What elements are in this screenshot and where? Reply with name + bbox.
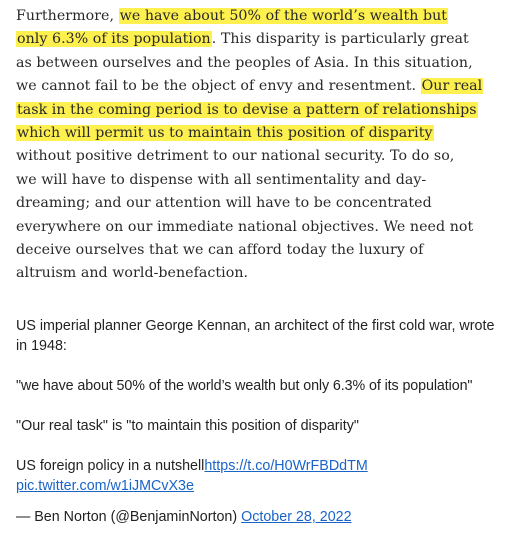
- tweet-nutshell: [16, 456, 508, 496]
- tweet-attribution: [16, 507, 508, 527]
- tweet-intro: US imperial planner George Kennan, an architect of the first cold war, wrote in 1948:: [16, 318, 495, 354]
- quote-line: we cannot fail to be the object of envy and resentment. Our real: [16, 78, 483, 95]
- embedded-tweet: [16, 316, 508, 527]
- highlighted-text: task in the coming period is to devise a pattern of relationships: [17, 101, 477, 118]
- tweet-quote-task: "Our real task" is "to maintain this position of disparity": [16, 418, 359, 434]
- quote-line: without positive detriment to our national security. To do so,: [16, 148, 455, 165]
- quote-line: [16, 122, 506, 145]
- quote-line: [16, 99, 506, 122]
- highlighted-text: we have about 50% of the world’s wealth but: [119, 8, 448, 24]
- quote-line: only 6.3% of its population. This disparity is particularly great: [17, 31, 469, 48]
- author-name: — Ben Norton (@BenjaminNorton): [16, 509, 242, 525]
- quote-line: altruism and world-benefaction.: [16, 265, 249, 282]
- tweet-date-link[interactable]: October 28, 2022: [241, 509, 352, 525]
- quote-line: dreaming; and our attention will have to be concentrated: [16, 195, 432, 212]
- highlighted-text: Our real: [421, 78, 483, 95]
- highlighted-text: only 6.3% of its population: [17, 31, 211, 48]
- quote-line: everywhere on our immediate national objectives. We need not: [16, 218, 474, 235]
- quote-line: deceive ourselves that we can afford today the luxury of: [16, 242, 424, 259]
- highlighted-text: which will permit us to maintain this position of disparity: [17, 125, 433, 142]
- quote-line: as between ourselves and the peoples of Asia. In this situation,: [16, 54, 473, 71]
- pic-twitter-link[interactable]: pic.twitter.com/w1iJMCvX3e: [16, 478, 194, 494]
- quote-line: we will have to dispense with all sentimentality and day-: [16, 171, 427, 188]
- tweet-quote-wealth: "we have about 50% of the world’s wealth but only 6.3% of its population": [16, 378, 473, 394]
- kennan-quote-text: [16, 5, 506, 286]
- quote-line: Furthermore, we have about 50% of the world’s wealth but: [16, 8, 448, 24]
- tweet-nutshell-text: US foreign policy in a nutshell: [16, 458, 205, 474]
- tco-link[interactable]: https://t.co/H0WrFBDdTM: [204, 458, 368, 474]
